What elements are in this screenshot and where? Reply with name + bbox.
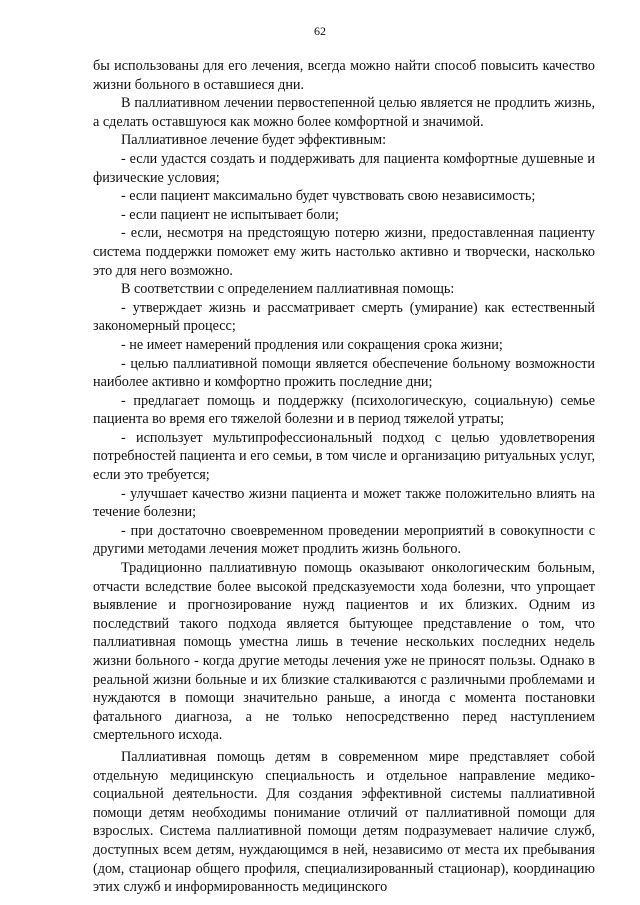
paragraph: Традиционно паллиативную помощь оказывают онкологическим больным, отчасти вследствие более высокой предсказуемости хода болезни, что упрощает выявление и прогнозирование нужд пациентов и их близких. Одним из последствий такого подхода является бытующее представление о том, что паллиативная помощь уместна лишь в течение нескольких последних недель жизни больного - когда другие методы лечения уже не приносят пользы. Однако в реальной жизни больные и их близкие сталкиваются с различными проблемами и нуждаются в помощи значительно раньше, а иногда с момента постановки фатального диагноза, а не только непосредственно перед наступлением смертельного исхода. (93, 560, 595, 744)
list-item: - при достаточно своевременном проведении мероприятий в совокупности с другими методами лечения может продлить жизнь больного. (93, 522, 595, 558)
paragraph: Паллиативная помощь детям в современном мире представляет собой отдельную медицинскую специальность и отдельное направление медико-социальной деятельности. Для создания эффективной системы паллиативной помощи детям необходимы понимание отличий от паллиативной помощи для взрослых. Система паллиативной помощи детям подразумевает наличие служб, доступных всем детям, нуждающимся в ней, независимо от места их пребывания (дом, стационар общего профиля, специализированный стационар), координацию этих служб и информированность медицинского (93, 748, 595, 896)
paragraph: В паллиативном лечении первостепенной целью является не продлить жизнь, а сделать оставшуюся как можно более комфортной и значимой. (93, 95, 595, 130)
page-number: 62 (314, 24, 326, 38)
paragraph: В соответствии с определением паллиативная помощь: (121, 281, 455, 298)
list-item: - использует мультипрофессиональный подход с целью удовлетворения потребностей пациента и его семьи, в том числе и организацию ритуальных услуг, если это требуется; (93, 429, 595, 484)
list-item: - утверждает жизнь и рассматривает смерть (умирание) как естественный закономерный процесс; (93, 299, 595, 335)
paragraph: Паллиативное лечение будет эффективным: (121, 132, 387, 149)
list-item: - улучшает качество жизни пациента и может также положительно влиять на течение болезни; (93, 485, 595, 521)
list-item: - целью паллиативной помощи является обеспечение больному возможности наиболее активно и комфортно прожить последние дни; (93, 355, 595, 391)
list-item: - если пациент не испытывает боли; (121, 206, 339, 223)
list-item: - если удастся создать и поддерживать для пациента комфортные душевные и физические условия; (93, 150, 595, 186)
body-text (93, 57, 595, 897)
list-item: - не имеет намерений продления или сокращения срока жизни; (121, 336, 503, 353)
list-item: - если пациент максимально будет чувствовать свою независимость; (121, 188, 536, 205)
list-item: - предлагает помощь и поддержку (психологическую, социальную) семье пациента во время его тяжелой болезни и в период тяжелой утраты; (93, 392, 595, 428)
paragraph: бы использованы для его лечения, всегда можно найти способ повысить качество жизни больного в оставшиеся дни. (93, 58, 595, 93)
list-item: - если, несмотря на предстоящую потерю жизни, предоставленная пациенту система поддержки поможет ему жить настолько активно и творчески, насколько это для него возможно. (93, 225, 595, 279)
